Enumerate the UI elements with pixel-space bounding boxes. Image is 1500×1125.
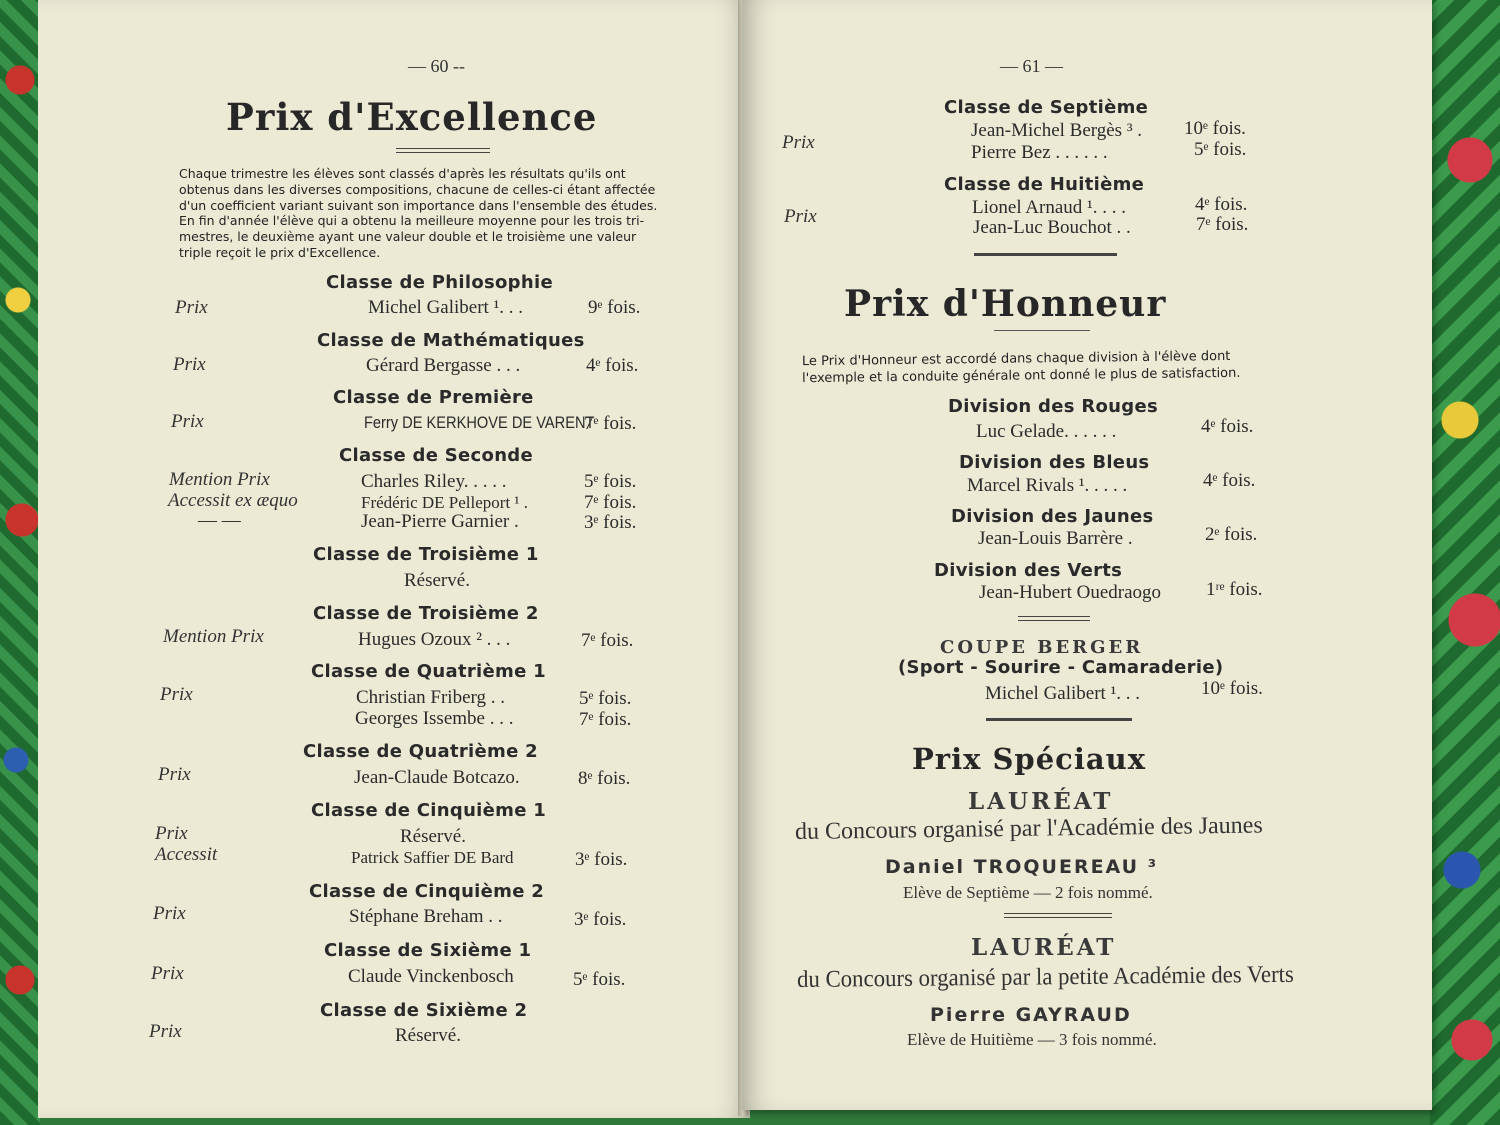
section-divider (1018, 616, 1090, 621)
section-heading: Classe de Troisième 2 (313, 603, 539, 624)
student-name: Hugues Ozoux ² . . . (358, 629, 511, 650)
student-name: Jean-Luc Bouchot . . (973, 217, 1131, 238)
award-label: Prix (171, 411, 204, 432)
ditto-marks: — — (198, 510, 241, 531)
award-count: 4ᵉ fois. (586, 355, 639, 376)
award-count: 2ᵉ fois. (1205, 524, 1258, 545)
intro-line: En fin d'année l'élève qui a obtenu la meilleure moyenne pour les trois tri- (179, 213, 645, 229)
right-page (742, 0, 1432, 1110)
student-name: Jean-Louis Barrère . (978, 528, 1133, 549)
award-label: Prix (784, 206, 817, 227)
award-count: 4ᵉ fois. (1195, 194, 1248, 215)
award-count: 3ᵉ fois. (584, 512, 637, 533)
award-label: Prix (173, 354, 206, 375)
award-count: 5ᵉ fois. (584, 471, 637, 492)
tablecloth-left (0, 0, 40, 1125)
student-name: Luc Gelade. . . . . . (976, 421, 1117, 442)
tablecloth-right (1430, 0, 1500, 1125)
student-name: Michel Galibert ¹. . . (985, 683, 1141, 704)
student-name: Jean-Claude Botcazo. (354, 767, 520, 788)
intro-line: triple reçoit le prix d'Excellence. (179, 244, 381, 260)
student-name: Michel Galibert ¹. . . (368, 297, 524, 318)
intro-line: l'exemple et la conduite générale ont donné le plus de satisfaction. (802, 365, 1241, 387)
award-label: Prix (782, 132, 815, 153)
award-label: Prix (153, 903, 186, 924)
award-count: 3ᵉ fois. (574, 909, 627, 930)
concours-line: du Concours organisé par l'Académie des Jaunes (794, 812, 1263, 845)
title-divider (396, 148, 490, 153)
award-count: 8ᵉ fois. (578, 768, 631, 789)
intro-line: Le Prix d'Honneur est accordé dans chaque division à l'élève dont (801, 348, 1231, 370)
award-label: Prix (158, 764, 191, 785)
award-count: 5ᵉ fois. (1194, 139, 1247, 160)
section-divider (974, 253, 1117, 256)
intro-line: obtenus dans les diverses compositions, chacune de celles-ci étant affectée (179, 181, 656, 197)
section-heading: Classe de Sixième 1 (324, 940, 532, 961)
laureat-detail: Elève de Huitième — 3 fois nommé. (907, 1030, 1157, 1049)
student-name: Marcel Rivals ¹. . . . . (967, 475, 1128, 496)
award-count: 4ᵉ fois. (1201, 416, 1254, 437)
award-label: Mention Prix (169, 469, 270, 490)
student-name: Patrick Saffier DE Bard (351, 848, 514, 867)
award-count: 10ᵉ fois. (1201, 678, 1263, 699)
award-count: 5ᵉ fois. (579, 688, 632, 709)
award-label: Mention Prix (163, 626, 264, 647)
student-name: Jean-Michel Bergès ³ . (971, 120, 1143, 141)
section-heading: Classe de Sixième 2 (320, 1000, 528, 1021)
laureat-detail: Elève de Septième — 2 fois nommé. (903, 883, 1153, 902)
left-page (38, 0, 750, 1118)
award-label: Prix (151, 963, 184, 984)
section-heading: Classe de Mathématiques (317, 330, 585, 351)
student-name: Gérard Bergasse . . . (366, 355, 521, 376)
award-label: Accessit (155, 844, 218, 865)
award-label: Prix (160, 684, 193, 705)
section-heading: Classe de Cinquième 2 (309, 881, 545, 902)
division-heading: Division des Verts (934, 560, 1123, 581)
award-count: 7ᵉ fois. (579, 709, 632, 730)
laureat-title: LAURÉAT (968, 788, 1114, 815)
student-name: Réservé. (395, 1025, 461, 1046)
intro-line: Chaque trimestre les élèves sont classés d'après les résultats qu'ils ont (179, 166, 626, 181)
student-name: Lionel Arnaud ¹. . . . (972, 197, 1126, 218)
coupe-subtitle: (Sport - Sourire - Camaraderie) (898, 657, 1224, 678)
award-count: 7ᵉ fois. (584, 413, 637, 434)
section-heading: Classe de Troisième 1 (313, 544, 539, 565)
award-label: Prix (149, 1021, 182, 1042)
section-heading: Classe de Septième (944, 97, 1149, 118)
page-number-right: — 61 — (1000, 56, 1063, 76)
division-heading: Division des Jaunes (951, 506, 1154, 527)
section-divider (1004, 913, 1112, 918)
section-heading: Classe de Huitième (944, 174, 1145, 195)
section-heading: Classe de Quatrième 1 (311, 661, 546, 682)
award-count: 7ᵉ fois. (1196, 214, 1249, 235)
section-heading: Classe de Philosophie (326, 272, 553, 293)
award-count: 9ᵉ fois. (588, 297, 641, 318)
student-name: Jean-Pierre Garnier . (361, 511, 519, 532)
page-number-left: — 60 -- (408, 56, 465, 76)
student-name: Pierre Bez . . . . . . (971, 142, 1108, 163)
student-name: Georges Issembe . . . (355, 708, 514, 729)
section-heading: Classe de Quatrième 2 (303, 741, 538, 762)
section-heading: Classe de Première (333, 387, 534, 408)
section-heading: Classe de Cinquième 1 (311, 800, 547, 821)
section-heading: Classe de Seconde (339, 445, 534, 466)
student-name: Réservé. (404, 570, 470, 591)
student-name: Stéphane Breham . . (349, 906, 503, 927)
intro-line: mestres, le deuxième ayant une valeur double et le troisième une valeur (179, 229, 637, 245)
page-title-excellence: Prix d'Excellence (226, 95, 598, 139)
division-heading: Division des Bleus (959, 452, 1150, 473)
student-name: Jean-Hubert Ouedraogo (979, 582, 1162, 603)
award-label: Prix (175, 297, 208, 318)
laureat-title: LAURÉAT (971, 934, 1117, 961)
title-underline (994, 330, 1090, 331)
coupe-title: COUPE BERGER (940, 637, 1144, 658)
laureat-winner: Daniel TROQUEREAU ³ (885, 856, 1159, 878)
award-label: Accessit ex æquo (168, 490, 298, 511)
student-name: Christian Friberg . . (356, 687, 506, 708)
student-name: Ferry DE KERKHOVE DE VARENT (364, 413, 595, 432)
award-count: 10ᵉ fois. (1184, 118, 1246, 139)
award-count: 4ᵉ fois. (1203, 470, 1256, 491)
award-count: 5ᵉ fois. (573, 969, 626, 990)
laureat-winner: Pierre GAYRAUD (930, 1004, 1132, 1026)
student-name: Claude Vinckenbosch (348, 966, 514, 987)
page-title-speciaux: Prix Spéciaux (912, 742, 1146, 776)
concours-line: du Concours organisé par la petite Académie des Verts (796, 961, 1294, 993)
honneur-intro (802, 347, 1322, 387)
student-name: Réservé. (400, 826, 466, 847)
award-label: Prix (155, 823, 188, 844)
award-count: 3ᵉ fois. (575, 849, 628, 870)
page-title-honneur: Prix d'Honneur (844, 283, 1167, 325)
award-count: 7ᵉ fois. (584, 492, 637, 513)
student-name: Frédéric DE Pelleport ¹ . (361, 493, 529, 512)
division-heading: Division des Rouges (948, 396, 1158, 417)
intro-line: d'un coefficient variant suivant son importance dans l'ensemble des études. (179, 197, 658, 213)
award-count: 7ᵉ fois. (581, 630, 634, 651)
intro-paragraph (179, 166, 707, 261)
student-name: Charles Riley. . . . . (361, 471, 507, 492)
section-divider (986, 718, 1132, 721)
award-count: 1ʳᵉ fois. (1206, 579, 1263, 600)
